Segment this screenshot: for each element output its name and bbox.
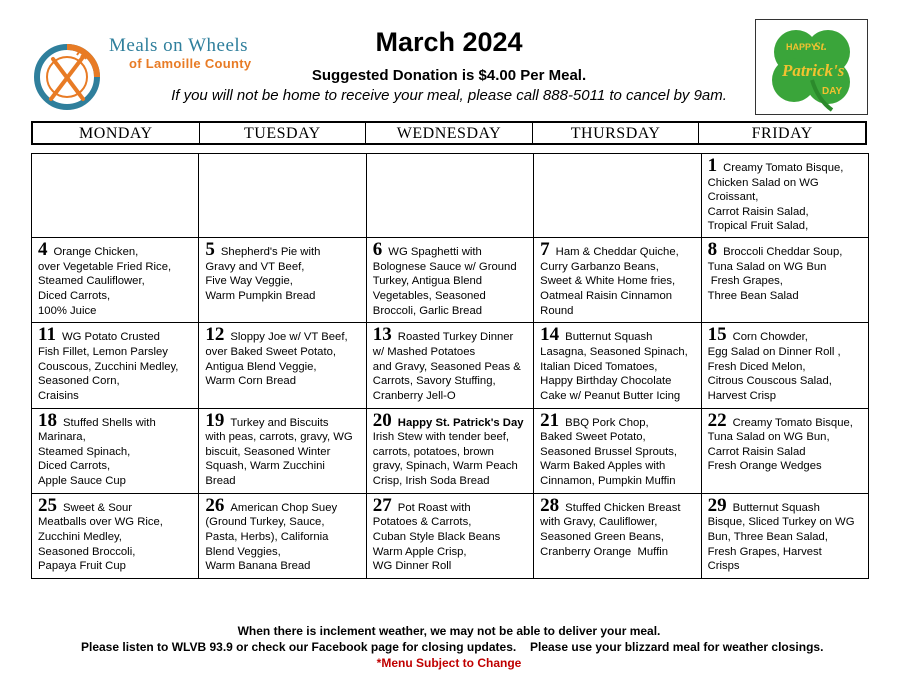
badge-line-2: St. <box>814 39 828 53</box>
calendar-day-cell <box>534 408 701 493</box>
shamrock-icon <box>756 20 867 114</box>
menu-item: Meatballs over WG Rice, <box>38 516 163 529</box>
menu-item: Gravy and VT Beef, <box>205 260 305 273</box>
menu-item: Pot Roast with <box>397 501 471 514</box>
calendar-week-row <box>32 493 869 578</box>
day-number: 8 <box>707 239 718 261</box>
calendar-day-cell <box>199 408 366 493</box>
menu-item: Warm Corn Bread <box>205 375 296 388</box>
menu-item: Fish Fillet, Lemon Parsley <box>38 345 168 358</box>
menu-item: Curry Garbanzo Beans, <box>540 260 659 273</box>
menu-item: Seasoned Corn, <box>38 375 120 388</box>
menu-item: Irish Stew with tender beef, <box>372 431 510 444</box>
calendar-day-cell <box>701 408 868 493</box>
badge-line-3: Patrick's <box>782 61 845 80</box>
donation-notice: Suggested Donation is $4.00 Per Meal. <box>311 67 587 84</box>
menu-item: Bun, Three Bean Salad, <box>707 530 828 543</box>
day-header-line <box>708 496 864 516</box>
menu-item: Vegetables, Seasoned <box>372 289 486 302</box>
menu-item: WG Potato Crusted <box>61 331 160 344</box>
menu-item: Crisp, Irish Soda Bread <box>372 474 490 487</box>
menu-item: Sweet & Sour <box>63 501 133 514</box>
weekday-header-row <box>31 121 867 145</box>
menu-item: Cinnamon, Pumpkin Muffin <box>540 474 676 487</box>
calendar-week-row <box>32 323 869 408</box>
menu-item: Blend Veggies, <box>205 545 281 558</box>
day-number: 12 <box>205 324 225 346</box>
badge-line-4: DAY <box>822 86 843 97</box>
menu-item: over Baked Sweet Potato, <box>205 345 337 358</box>
calendar-day-cell <box>701 493 868 578</box>
menu-item: Squash, Warm Zucchini <box>205 460 325 473</box>
page-title: March 2024 <box>375 27 523 57</box>
menu-item: Fresh Diced Melon, <box>707 360 806 373</box>
menu-item: Sloppy Joe w/ VT Beef, <box>230 331 348 344</box>
calendar-day-cell <box>32 493 199 578</box>
menu-item: Broccoli Cheddar Soup, <box>723 246 843 259</box>
calendar-day-cell <box>366 408 533 493</box>
calendar-day-cell <box>534 154 701 238</box>
calendar-day-cell <box>32 408 199 493</box>
day-header-line <box>708 240 864 260</box>
menu-item: Tuna Salad on WG Bun, <box>707 431 830 444</box>
menu-item: Carrot Raisin Salad <box>707 445 806 458</box>
menu-item: Fresh Orange Wedges <box>707 460 822 473</box>
menu-item: Apple Sauce Cup <box>38 474 126 487</box>
menu-item: Bisque, Sliced Turkey on WG <box>707 516 855 529</box>
menu-item: 100% Juice <box>38 304 97 317</box>
menu-item: Lasagna, Seasoned Spinach, <box>540 345 688 358</box>
day-header-line <box>373 411 529 431</box>
menu-item: Pasta, Herbs), California <box>205 530 329 543</box>
menu-item: Antigua Blend Veggie, <box>205 360 317 373</box>
menu-item: over Vegetable Fried Rice, <box>38 260 172 273</box>
logo-title: Meals on Wheels <box>109 35 249 56</box>
calendar-day-cell <box>32 323 199 408</box>
menu-item: Creamy Tomato Bisque, <box>723 162 844 174</box>
menu-item: Italian Diced Tomatoes, <box>540 360 658 373</box>
menu-item: Papaya Fruit Cup <box>38 560 126 573</box>
menu-item: Bread <box>205 474 236 487</box>
day-header-line <box>205 240 361 260</box>
menu-item: Croissant, <box>707 191 759 204</box>
menu-item: Steamed Spinach, <box>38 445 131 458</box>
menu-item: Sweet & White Home fries, <box>540 275 676 288</box>
weekday-wednesday: WEDNESDAY <box>366 123 533 143</box>
calendar-day-cell <box>366 154 533 238</box>
day-number: 20 <box>372 409 392 431</box>
blizzard-meal-notice: Please use your blizzard meal for weather closings. <box>530 640 824 654</box>
menu-item: Baked Sweet Potato, <box>540 431 646 444</box>
st-patricks-badge <box>755 19 868 115</box>
day-number: 25 <box>38 494 57 516</box>
day-number: 22 <box>707 409 727 431</box>
menu-item: Tropical Fruit Salad, <box>707 220 809 233</box>
weekday-tuesday: TUESDAY <box>200 123 367 143</box>
day-number: 18 <box>38 409 57 431</box>
menu-item: Cake w/ Peanut Butter Icing <box>540 389 681 402</box>
day-header-line <box>540 240 696 260</box>
menu-item: Three Bean Salad <box>707 289 799 302</box>
menu-item: BBQ Pork Chop, <box>565 416 649 429</box>
menu-item: Turkey and Biscuits <box>230 416 329 429</box>
menu-item: WG Dinner Roll <box>372 560 452 573</box>
menu-item: Happy Birthday Chocolate <box>540 375 672 388</box>
day-header-line <box>205 411 361 431</box>
calendar-week-row <box>32 154 869 238</box>
menu-item: Egg Salad on Dinner Roll , <box>707 345 841 358</box>
menu-item: WG Spaghetti with <box>388 246 482 259</box>
menu-item: Tuna Salad on WG Bun <box>707 260 827 273</box>
menu-item: Stuffed Chicken Breast <box>565 501 681 514</box>
calendar-day-cell <box>366 238 533 323</box>
menu-item: Steamed Cauliflower, <box>38 275 145 288</box>
menu-item: Cranberry Jell-O <box>372 389 456 402</box>
day-header-line <box>708 411 864 431</box>
calendar-day-cell <box>534 493 701 578</box>
menu-calendar <box>31 153 869 579</box>
day-header-line <box>205 496 361 516</box>
calendar-day-cell <box>366 493 533 578</box>
menu-item: Corn Chowder, <box>732 331 808 344</box>
calendar-week-row <box>32 408 869 493</box>
menu-item: Craisins <box>38 389 79 402</box>
day-number: 14 <box>540 324 560 346</box>
menu-item: Fresh Grapes, <box>707 275 783 288</box>
menu-item: Turkey, Antigua Blend <box>372 275 483 288</box>
calendar-day-cell <box>366 323 533 408</box>
day-header-line <box>373 240 529 260</box>
menu-item: Warm Pumpkin Bread <box>205 289 316 302</box>
day-number: 28 <box>540 494 560 516</box>
menu-item: Seasoned Brussel Sprouts, <box>540 445 678 458</box>
menu-item: and Gravy, Seasoned Peas & <box>372 360 521 373</box>
menu-item: American Chop Suey <box>230 501 338 514</box>
day-header-line <box>540 496 696 516</box>
menu-item: Warm Apple Crisp, <box>372 545 467 558</box>
menu-item: Cuban Style Black Beans <box>372 530 501 543</box>
menu-item: Round <box>540 304 574 317</box>
menu-item: Roasted Turkey Dinner <box>397 331 514 344</box>
menu-item: Oatmeal Raisin Cinnamon <box>540 289 673 302</box>
menu-item: with Gravy, Cauliflower, <box>540 516 658 529</box>
menu-item: Warm Baked Apples with <box>540 460 666 473</box>
menu-item: gravy, Spinach, Warm Peach <box>372 460 518 473</box>
calendar-day-cell <box>701 238 868 323</box>
badge-line-1: HAPPY <box>786 42 818 52</box>
logo-subtitle: of Lamoille County <box>129 56 252 71</box>
menu-item: Fresh Grapes, Harvest <box>707 545 822 558</box>
day-header-line <box>708 156 864 176</box>
menu-item: Broccoli, Garlic Bread <box>372 304 483 317</box>
menu-item: Crisps <box>707 560 740 573</box>
day-number: 6 <box>372 239 383 261</box>
menu-item: (Ground Turkey, Sauce, <box>205 516 325 529</box>
calendar-day-cell <box>534 238 701 323</box>
menu-item: Five Way Veggie, <box>205 275 293 288</box>
day-number: 5 <box>205 239 215 261</box>
weekday-friday: FRIDAY <box>751 125 813 142</box>
menu-item: Potatoes & Carrots, <box>372 516 472 529</box>
day-number: 4 <box>38 239 48 261</box>
menu-item: Orange Chicken, <box>53 246 139 259</box>
day-number: 13 <box>372 324 392 346</box>
menu-change-notice: *Menu Subject to Change <box>376 656 522 670</box>
day-number: 1 <box>707 155 718 176</box>
day-header-line <box>708 325 864 345</box>
day-header-line <box>205 325 361 345</box>
day-header-line <box>373 496 529 516</box>
closing-updates-notice: Please listen to WLVB 93.9 or check our Facebook page for closing updates. <box>81 640 517 654</box>
calendar-day-cell <box>32 154 199 238</box>
day-number: 11 <box>38 324 56 346</box>
day-number: 27 <box>372 494 392 516</box>
calendar-day-cell <box>701 154 868 238</box>
calendar-day-cell <box>701 323 868 408</box>
menu-item: Creamy Tomato Bisque, <box>732 416 853 429</box>
menu-item: Seasoned Green Beans, <box>540 530 664 543</box>
weather-notice: When there is inclement weather, we may not be able to deliver your meal. <box>237 624 661 638</box>
calendar-day-cell <box>199 493 366 578</box>
menu-item: Zucchini Medley, <box>38 530 122 543</box>
calendar-day-cell <box>32 238 199 323</box>
menu-item: Bolognese Sauce w/ Ground <box>372 260 517 273</box>
menu-item: with peas, carrots, gravy, WG <box>205 431 353 444</box>
day-number: 29 <box>707 494 727 516</box>
menu-item: Carrots, Savory Stuffing, <box>372 375 496 388</box>
calendar-week-row <box>32 238 869 323</box>
cancel-instructions: If you will not be home to receive your meal, please call 888-5011 to cancel by 9am. <box>171 87 727 104</box>
day-number: 21 <box>540 409 560 431</box>
menu-item: carrots, potatoes, brown <box>372 445 494 458</box>
menu-item: Diced Carrots, <box>38 460 111 473</box>
day-header-line <box>373 325 529 345</box>
menu-item: Stuffed Shells with <box>63 416 156 429</box>
calendar-day-cell <box>199 323 366 408</box>
menu-item: biscuit, Seasoned Winter <box>205 445 331 458</box>
menu-item: Seasoned Broccoli, <box>38 545 136 558</box>
day-header-line <box>38 325 194 345</box>
menu-item: Butternut Squash <box>565 331 653 344</box>
weekday-thursday: THURSDAY <box>533 123 700 143</box>
calendar-day-cell <box>199 154 366 238</box>
menu-item: Harvest Crisp <box>707 389 776 402</box>
menu-item: Cranberry Orange Muffin <box>540 545 669 558</box>
calendar-day-cell <box>199 238 366 323</box>
menu-item: Marinara, <box>38 431 86 444</box>
menu-item: Shepherd's Pie with <box>220 246 321 259</box>
menu-item: Citrous Couscous Salad, <box>707 375 832 388</box>
menu-item: Chicken Salad on WG <box>707 176 819 189</box>
menu-item: Happy St. Patrick's Day <box>397 416 524 429</box>
day-header-line <box>540 411 696 431</box>
menu-item: Warm Banana Bread <box>205 560 311 573</box>
day-number: 15 <box>707 324 727 346</box>
day-header-line <box>38 496 194 516</box>
menu-item: Ham & Cheddar Quiche, <box>555 246 679 259</box>
day-header-line <box>540 325 696 345</box>
calendar-day-cell <box>534 323 701 408</box>
day-number: 26 <box>205 494 225 516</box>
day-header-line <box>38 240 194 260</box>
day-number: 19 <box>205 409 225 431</box>
menu-item: w/ Mashed Potatoes <box>372 345 476 358</box>
menu-item: Couscous, Zucchini Medley, <box>38 360 179 373</box>
day-header-line <box>38 411 194 431</box>
menu-item: Carrot Raisin Salad, <box>707 205 809 218</box>
day-number: 7 <box>540 239 550 261</box>
menu-item: Diced Carrots, <box>38 289 111 302</box>
weekday-monday: MONDAY <box>33 123 200 143</box>
menu-item: Butternut Squash <box>732 501 820 514</box>
